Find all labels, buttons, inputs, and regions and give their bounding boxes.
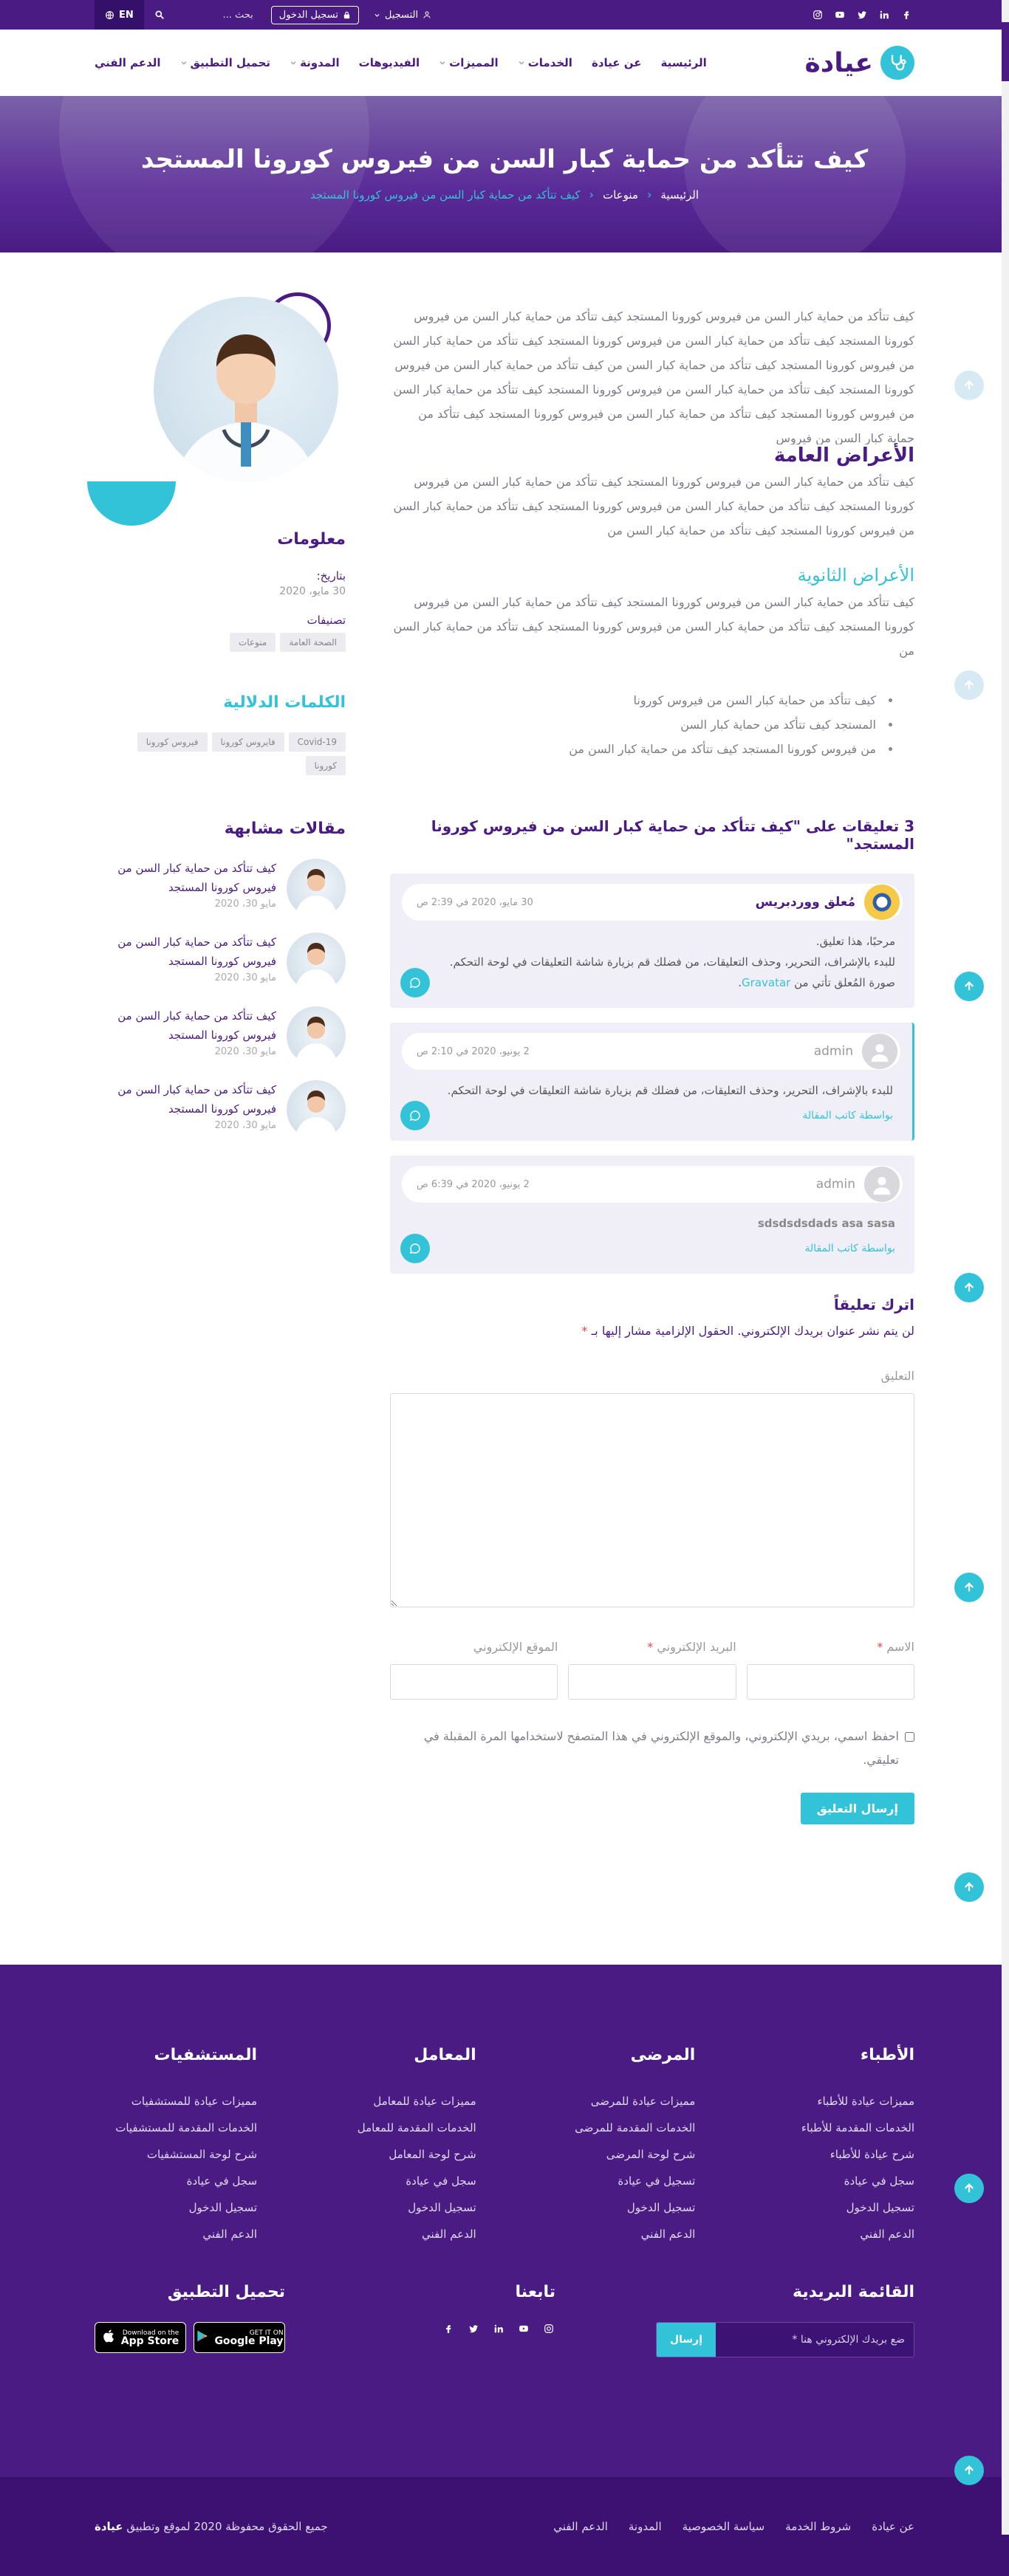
globe-icon [105,10,114,20]
comment-body [402,1213,903,1259]
article-intro-text: كيف تتأكد من حماية كبار السن من فيروس كورونا المستجد كيف تتأكد من حماية كبار السن من فيروس كورونا المستجد كيف تتأكد من حماية كبار السن من فيروس كورونا المستجد كيف تتأكد من حماية كبار السن من فيروس كورونا المستجد كيف تتأكد من حماية كبار السن من كيف تتأكد من حماية كبار السن من فيروس كورونا المستجد كيف تتأكد من حماية كبار السن من فيروس كورونا المستجد كيف تتأكد من حماية كبار السن من فيروس كورونا المستجد كيف تتأكد من حماية كبار السن من فيروس كورونا المستجد كيف تتأكد من حماية كبار السن من فيروس [393,309,914,444]
comment-item [390,1023,914,1141]
follow-title: تابعنا [515,2283,555,2301]
footer-col-title: الأطباء [860,2046,914,2064]
main-navbar [0,30,1009,96]
related-article[interactable] [95,1080,346,1139]
footer-link[interactable]: شرح عيادة للأطباء [830,2148,914,2161]
article-main [390,304,914,1824]
footer-col-labs [314,2046,476,2247]
scroll-top-button[interactable] [954,670,984,700]
related-article[interactable] [95,1006,346,1065]
app-store-small: Download on the [122,2329,179,2337]
top-actions [95,0,439,30]
keyword-tag[interactable]: Covid-19 [289,732,346,752]
footer-link[interactable]: الدعم الفني [422,2228,476,2241]
footer-col-title: المعامل [414,2046,476,2064]
page-scrollbar[interactable] [1002,0,1009,2535]
scroll-top-button[interactable] [954,1573,984,1602]
footer-bottom-links [553,2520,914,2533]
follow-us [386,2283,555,2357]
comment-date[interactable]: 2 يونيو، 2020 في 2:10 ص [417,1045,530,1057]
footer-link[interactable]: الخدمات المقدمة للأطباء [801,2121,914,2134]
name-field[interactable] [747,1664,914,1700]
consent-row [390,1725,914,1772]
language-switch[interactable] [95,0,144,30]
footer-col-title: المرضى [630,2046,696,2064]
website-label: الموقع الإلكتروني [473,1640,558,1654]
related-title: كيف تتأكد من حماية كبار السن من فيروس كورونا المستجد [117,862,276,894]
footer-link[interactable]: تسجيل الدخول [188,2201,258,2214]
scroll-top-button[interactable] [954,972,984,1001]
breadcrumb-category[interactable]: منوعات [602,188,638,202]
article-intro [390,304,914,444]
article-bullet-list [390,688,892,761]
nav-videos[interactable]: الفيديوهات [358,56,420,69]
info-widget-title: معلومات [277,530,346,549]
instagram-icon[interactable] [810,7,826,23]
email-field[interactable] [568,1664,736,1700]
reply-button[interactable] [400,1234,430,1263]
name-label-text: الاسم [886,1640,914,1654]
comment-text: صورة المُعلق تأتي من [794,976,895,989]
nav-blog-label: المدونة [300,56,340,69]
related-article[interactable] [95,859,346,918]
comment-author[interactable]: admin [815,1177,855,1192]
footer-link[interactable]: مميزات عيادة للمعامل [373,2095,476,2108]
keyword-tag[interactable]: فايروس كورونا [212,732,284,752]
chevron-left-icon: ‹ [589,188,594,202]
newsletter-email-input[interactable] [716,2323,914,2357]
comment-item [390,873,914,1008]
footer-col-title: المستشفيات [154,2046,258,2064]
form-note [390,1324,914,1338]
linkedin-icon[interactable] [492,2322,505,2335]
footer-link[interactable]: الخدمات المقدمة للمرضى [575,2121,696,2134]
google-play-badge[interactable] [194,2322,285,2353]
footer-col-hospitals [95,2046,257,2247]
login-label: تسجيل الدخول [278,9,338,21]
nav-home[interactable]: الرئيسية [660,56,707,69]
footer-bottom [0,2477,1009,2576]
author-badge: بواسطة كاتب المقالة [802,1110,893,1122]
footer-link[interactable]: سجل في عيادة [186,2174,258,2188]
email-label [568,1640,736,1654]
app-title: تحميل التطبيق [167,2283,285,2301]
avatar [862,1034,897,1069]
footer-link[interactable]: سجل في عيادة [844,2174,914,2188]
sidebar [95,304,346,1824]
nav-about[interactable]: عن عيادة [591,56,642,69]
comment-text: sdsdsdsdads asa sasa [757,1217,895,1230]
comment-author[interactable]: admin [813,1044,853,1059]
consent-checkbox[interactable] [905,1732,914,1742]
comment-author[interactable]: مُعلق ووردبريس [755,895,855,910]
youtube-icon[interactable] [517,2322,530,2335]
comment-date[interactable]: 2 يونيو، 2020 في 6:39 ص [417,1178,530,1190]
comment-item [390,1155,914,1274]
search-icon[interactable] [154,10,165,20]
keyword-tag[interactable]: كورونا [306,756,346,775]
form-note-text: لن يتم نشر عنوان بريدك الإلكتروني. الحقول الإلزامية مشار إليها بـ [591,1324,914,1338]
footer-link[interactable]: الخدمات المقدمة للمعامل [357,2121,476,2134]
comment-date[interactable]: 30 مايو، 2020 في 2:39 ص [417,896,533,908]
comment-text: للبدء بالإشراف، التحرير، وحذف التعليقات، من فضلك قم بزيارة شاشة التعليقات في لوحة التحكم. [449,955,895,969]
date-label: بتاريخ: [316,569,346,583]
register-menu[interactable] [366,0,439,30]
scroll-top-button[interactable] [954,2456,984,2485]
google-play-small: GET IT ON [249,2329,284,2337]
scroll-top-button[interactable] [954,1273,984,1302]
keyword-tag[interactable]: فيروس كورونا [137,732,208,752]
footer-columns [95,1965,914,2247]
app-download [95,2283,285,2357]
nav-app-label: تحميل التطبيق [190,56,271,69]
related-date: مايو 30، 2020 [214,1046,276,1057]
scroll-top-button[interactable] [954,2174,984,2203]
page-title: كيف تتأكد من حماية كبار السن من فيروس كورونا المستجد [140,145,869,174]
related-article[interactable] [95,932,346,992]
comment-body [402,1080,900,1126]
facebook-icon[interactable] [442,2322,455,2335]
footer-link[interactable]: شرح لوحة المعامل [389,2148,476,2161]
required-mark: * [581,1324,588,1338]
chevron-down-icon [374,12,380,18]
footer-link[interactable]: الدعم الفني [202,2228,258,2241]
footer-link[interactable]: شرح لوحة المرضى [606,2148,696,2161]
footer-link[interactable]: الدعم الفني [640,2228,696,2241]
page-hero [0,96,1009,253]
comment-header [402,1033,900,1070]
footer-col-doctors [752,2046,914,2247]
avatar [864,1167,900,1202]
related-widget [95,775,346,1139]
nav-app-download[interactable] [180,56,271,69]
comment-form-title: اترك تعليقاً [833,1296,914,1313]
related-widget-title: مقالات مشابهة [224,820,346,838]
category-tag[interactable]: الصحة العامة [280,633,346,652]
language-label: EN [119,9,134,21]
decor-half-circle [87,437,176,526]
footer-link[interactable]: تسجيل الدخول [626,2201,696,2214]
copyright-brand: عيادة [95,2520,123,2533]
twitter-icon[interactable] [467,2322,480,2335]
footer-bottom-link[interactable]: المدونة [628,2520,662,2533]
submit-comment-button[interactable]: إرسال التعليق [801,1793,914,1824]
avatar [864,885,900,920]
related-date: مايو 30، 2020 [214,1120,276,1131]
footer-link[interactable]: تسجيل في عيادة [618,2174,696,2188]
play-store-icon [195,2329,210,2346]
author-badge: بواسطة كاتب المقالة [804,1243,895,1254]
social-links [810,7,914,23]
keywords-widget-title: الكلمات الدلالية [223,693,346,712]
comment-header [402,1166,903,1203]
apple-icon [102,2329,117,2346]
scroll-top-button[interactable] [954,1872,984,1902]
website-field[interactable] [390,1664,558,1700]
footer-link[interactable]: مميزات عيادة للمرضى [590,2095,696,2108]
nav-services-label: الخدمات [527,56,572,69]
name-label [747,1640,914,1654]
section-text-general: كيف تتأكد من حماية كبار السن من فيروس كورونا المستجد كيف تتأكد من حماية كبار السن من فيروس كورونا المستجد كيف تتأكد من حماية كبار السن من فيروس كورونا المستجد كيف تتأكد من حماية كبار السن من فيروس كورونا المستجد كيف تتأكد من حماية كبار السن من [393,475,914,537]
copyright-text: جميع الحقوق محفوظة 2020 لموقع وتطبيق [126,2520,328,2533]
stethoscope-icon [880,46,914,80]
footer-bottom-link[interactable]: شروط الخدمة [785,2520,852,2533]
related-thumbnail [287,932,346,992]
nav-services[interactable] [518,56,572,69]
breadcrumb-home[interactable]: الرئيسية [660,188,700,202]
keywords-widget [95,652,346,775]
email-label-text: البريد الإلكتروني [657,1640,736,1654]
instagram-icon[interactable] [542,2322,555,2335]
chevron-down-icon [518,59,525,66]
nav-blog[interactable] [290,56,340,69]
footer-bottom-link[interactable]: الدعم الفني [553,2520,608,2533]
related-title: كيف تتأكد من حماية كبار السن من فيروس كورونا المستجد [117,1083,276,1116]
footer-bottom-link[interactable]: سياسة الخصوصية [682,2520,765,2533]
reply-button[interactable] [400,968,430,997]
comment-textarea[interactable] [390,1393,914,1607]
keyword-tags [95,732,346,775]
footer-link[interactable]: تسجيل الدخول [408,2201,476,2214]
login-button[interactable] [271,6,359,24]
linkedin-icon[interactable] [876,7,892,23]
footer-link[interactable]: الخدمات المقدمة للمستشفيات [115,2121,258,2134]
nav-support[interactable]: الدعم الفني [95,56,161,69]
comment-body: مرحبًا، هذا تعليق. للبدء بالإشراف، التحرير، وحذف التعليقات، من فضلك قم بزيارة شاشة التعليقات في لوحة التحكم. صورة المُعلق تأتي من Gravatar. [402,931,903,993]
chevron-left-icon: ‹ [646,188,652,202]
breadcrumb-current: كيف تتأكد من حماية كبار السن من فيروس كورونا المستجد [310,188,581,202]
app-store-label: App Store [120,2335,179,2347]
comment-text: للبدء بالإشراف، التحرير، وحذف التعليقات، من فضلك قم بزيارة شاشة التعليقات في لوحة التحكم. [447,1084,893,1097]
newsletter-submit-button[interactable]: إرسال [657,2323,716,2357]
list-item: من فيروس كورونا المستجد كيف تتأكد من حماية كبار السن من [390,737,892,761]
required-mark: * [877,1640,883,1654]
footer-link[interactable]: تسجيل الدخول [846,2201,914,2214]
facebook-icon[interactable] [898,7,914,23]
scrollbar-thumb[interactable] [1002,22,1009,81]
related-title: كيف تتأكد من حماية كبار السن من فيروس كورونا المستجد [117,1009,276,1042]
chevron-down-icon [180,59,188,66]
comment-label: التعليق [880,1369,914,1383]
footer-bottom-link[interactable]: عن عيادة [872,2520,914,2533]
list-item: المستجد كيف تتأكد من حماية كبار السن [390,712,892,737]
twitter-icon[interactable] [854,7,870,23]
comment-text: مرحبًا، هذا تعليق. [815,935,895,948]
footer-col-patients [533,2046,695,2247]
related-thumbnail [287,859,346,918]
related-title: كيف تتأكد من حماية كبار السن من فيروس كورونا المستجد [117,935,276,968]
footer-link[interactable]: الدعم الفني [860,2228,914,2241]
section-heading-secondary: الأعراض الثانوية [797,565,914,585]
category-tag[interactable]: منوعات [230,633,276,652]
nav-features-label: المميزات [449,56,499,69]
form-inputs [390,1640,914,1700]
footer-row-2 [95,2283,914,2357]
footer-link[interactable]: مميزات عيادة للمستشفيات [131,2095,258,2108]
footer-link[interactable]: شرح لوحة المستشفيات [146,2148,258,2161]
list-item: كيف تتأكد من حماية كبار السن من فيروس كورونا [390,688,892,712]
related-thumbnail [287,1080,346,1139]
section-heading-general: الأعراض العامة [773,444,914,467]
copyright [95,2520,328,2533]
post-date: 30 مايو، 2020 [279,585,346,597]
category-tags [95,633,346,652]
newsletter [656,2283,914,2357]
gravatar-link[interactable]: Gravatar [742,976,791,989]
lock-icon [343,11,351,19]
search-input[interactable] [172,10,253,21]
logo-text: عيادة [804,47,873,78]
doctor-image [154,297,338,481]
register-label: التسجيل [384,9,419,21]
categories-label: تصنيفات [307,614,346,627]
nav-features[interactable] [439,56,499,69]
related-date: مايو 30، 2020 [214,899,276,910]
comment-header [402,884,903,921]
comments-title: 3 تعليقات على "كيف تتأكد من حماية كبار السن من فيروس كورونا المستجد" [431,817,914,853]
related-thumbnail [287,1006,346,1065]
footer-link[interactable]: مميزات عيادة للأطباء [817,2095,914,2108]
chevron-down-icon [290,59,297,66]
top-bar [0,0,1009,30]
youtube-icon[interactable] [832,7,848,23]
site-logo[interactable] [804,46,914,80]
user-icon [423,10,431,19]
related-date: مايو 30، 2020 [214,972,276,983]
chevron-down-icon [439,59,446,66]
section-text-secondary: كيف تتأكد من حماية كبار السن من فيروس كورونا المستجد كيف تتأكد من حماية كبار السن من فيروس كورونا المستجد كيف تتأكد من حماية كبار السن من فيروس كورونا المستجد كيف تتأكد من حماية كبار السن من [393,595,914,658]
breadcrumb [0,188,1009,202]
required-mark: * [647,1640,654,1654]
site-footer [0,1965,1009,2576]
main-menu [95,56,707,69]
search-box [144,0,264,30]
scroll-top-button[interactable] [954,371,984,400]
app-store-badge[interactable] [95,2322,186,2353]
newsletter-title: القائمة البريدية [793,2283,914,2301]
consent-text: احفظ اسمي، بريدي الإلكتروني، والموقع الإلكتروني في هذا المتصفح لاستخدامها المرة المقبلة في تعليقي. [423,1729,899,1767]
google-play-label: Google Play [214,2335,284,2347]
footer-link[interactable]: سجل في عيادة [406,2174,476,2188]
doctor-photo [95,297,346,481]
reply-button[interactable] [400,1101,430,1130]
